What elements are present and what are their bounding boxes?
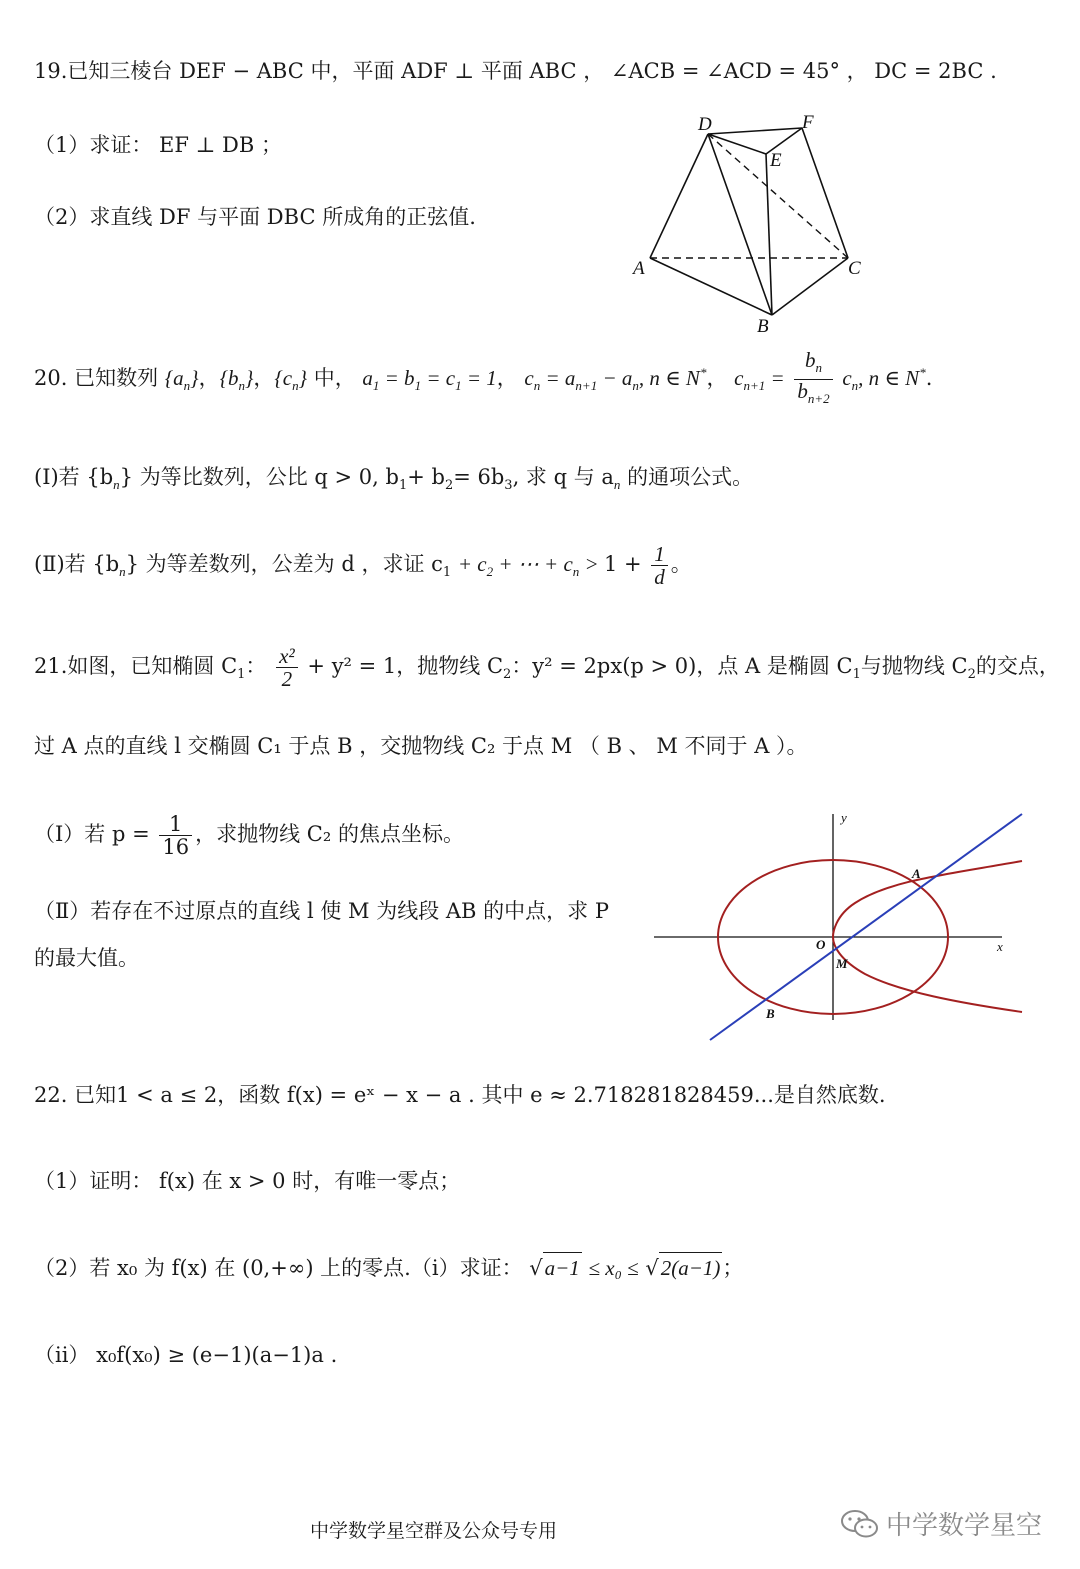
wechat-icon (840, 1508, 880, 1540)
q19-part1: （1）求证： EF ⊥ DB ； (34, 133, 282, 157)
q20-stem-a: 20. 已知数列 (34, 366, 159, 390)
q21-part1: （Ⅰ）若 p = $\frac{1}{16}$ ，求抛物线 C₂ 的焦点坐标。 (34, 812, 464, 859)
label-O: O (816, 937, 826, 952)
edge-DB (708, 134, 772, 315)
label-M: M (836, 956, 848, 971)
label-A: A (633, 258, 645, 279)
label-A: A (912, 866, 921, 881)
edge-DA (650, 134, 708, 258)
q21-stem-2: 过 A 点的直线 l 交椭圆 C₁ 于点 B ，交抛物线 C₂ 于点 M （ B 、 M 不同于 A ）。 (34, 734, 808, 758)
edge-AB (650, 258, 772, 315)
q21-part2-line2: 的最大值。 (34, 946, 139, 970)
footer-text: 中学数学星空群及公众号专用 (310, 1520, 558, 1542)
q19-stem: 19.已知三棱台 DEF − ABC 中，平面 ADF ⊥ 平面 ABC ， ∠ACB = ∠ACD = 45° ， DC = 2BC . (34, 59, 997, 83)
label-B: B (757, 316, 769, 337)
label-B: B (766, 1006, 775, 1021)
q22-part2: （2）若 x₀ 为 f(x) 在 (0,+∞) 上的零点.（i）求证： √a−1 ≤ x₀ ≤ √2(a−1)； (34, 1252, 743, 1283)
watermark (840, 1505, 1042, 1542)
watermark-text: 中学数学星空 (886, 1511, 1043, 1541)
edge-EB (766, 154, 772, 315)
label-E: E (770, 150, 782, 171)
q20-fraction: $\frac{b_n}{b_{n+2}}$ (794, 349, 832, 410)
label-D: D (698, 114, 712, 135)
q20-stem-b: 中， (313, 366, 356, 390)
label-y: y (841, 810, 847, 825)
edge-DF (708, 128, 802, 134)
edge-BC (772, 258, 848, 315)
q22-stem: 22. 已知1 < a ≤ 2，函数 f(x) = eˣ − x − a . 其中 e ≈ 2.718281828459...是自然底数. (34, 1083, 886, 1107)
q22-part1: （1）证明： f(x) 在 x > 0 时，有唯一零点； (34, 1169, 461, 1193)
q21-figure (650, 808, 1030, 1048)
q19-figure (620, 110, 880, 340)
q21-stem-1: 21.如图，已知椭圆 $C_1$： $\frac{\text{x²}}{2}$ + y² = 1，抛物线 $C_2$：y² = 2px(p > 0)，点 A 是椭圆 $C_1$与抛物线 $C_2$的交点， (34, 644, 1060, 691)
q20-stem: 20. 已知数列 $\{a_n\}$，$\{b_n\}$，$\{c_n\}$ 中， $a_1 = b_1 = c_1 = 1$， $c_n = a_{n+1} - a_n$, n ∈ N*， $c_{n+1}$ = $\frac{b_n}{b_{n+2}}$ $c_n$, n ∈ N*. (34, 345, 932, 414)
label-F: F (802, 112, 814, 133)
q19-part2: （2）求直线 DF 与平面 DBC 所成角的正弦值. (34, 205, 476, 229)
q20-part2: (Ⅱ)若 $\{b_n\}$ 为等差数列，公差为 d ，求证 $c_1 + c_2$ + ⋯ + $c_n > 1$ + $\frac{1}{d}$ 。 (34, 542, 692, 589)
label-C: C (848, 258, 861, 279)
q22-part3: （ii） x₀f(x₀) ≥ (e−1)(a−1)a . (34, 1343, 338, 1367)
edge-DE (708, 134, 766, 154)
label-x: x (997, 939, 1003, 954)
q20-part1: (Ⅰ)若 $\{b_n\}$ 为等比数列，公比 q > 0, $b_1+ b_2= 6b_3$, 求 q 与 $a_n$ 的通项公式。 (34, 465, 754, 494)
line-l (710, 814, 1022, 1040)
q21-part2-line1: （Ⅱ）若存在不过原点的直线 l 使 M 为线段 AB 的中点，求 P (34, 899, 609, 923)
